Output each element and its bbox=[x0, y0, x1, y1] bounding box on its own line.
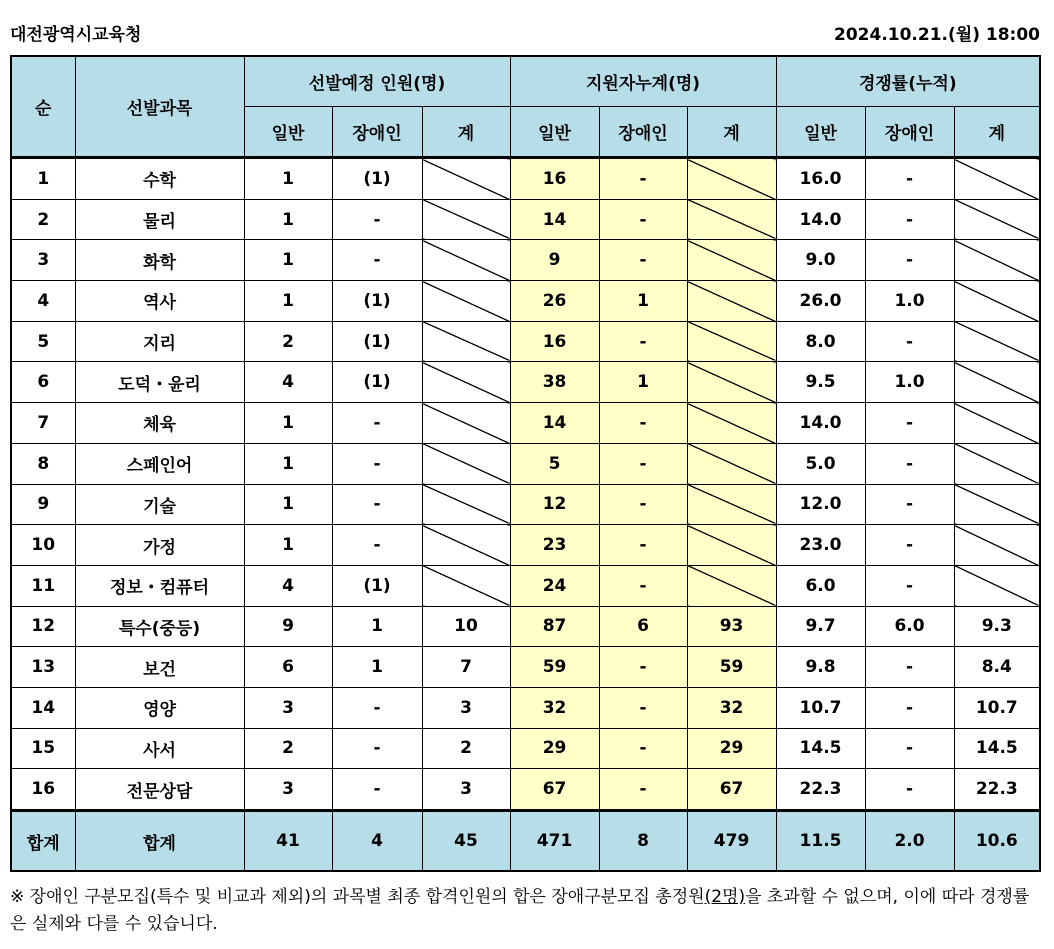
ratio-total: 14.5 bbox=[954, 728, 1040, 769]
table-row bbox=[11, 687, 1040, 728]
ratio-disabled: - bbox=[865, 158, 954, 200]
planned-general: 2 bbox=[244, 321, 332, 362]
ratio-disabled: - bbox=[865, 728, 954, 769]
applicants-total bbox=[687, 403, 776, 444]
applicants-general: 16 bbox=[510, 158, 599, 200]
row-subject: 특수(중등) bbox=[75, 606, 244, 647]
planned-total bbox=[422, 321, 510, 362]
applicants-general: 59 bbox=[510, 647, 599, 688]
table-row bbox=[11, 769, 1040, 811]
ratio-disabled: 1.0 bbox=[865, 281, 954, 322]
row-subject: 수학 bbox=[75, 158, 244, 200]
ratio-general: 16.0 bbox=[776, 158, 865, 200]
applicants-disabled: - bbox=[599, 484, 687, 525]
ratio-general: 14.0 bbox=[776, 403, 865, 444]
applicants-disabled: 8 bbox=[599, 811, 687, 872]
header-planned-total: 계 bbox=[422, 107, 510, 158]
applicants-disabled: - bbox=[599, 565, 687, 606]
ratio-total: 22.3 bbox=[954, 769, 1040, 811]
ratio-total: 8.4 bbox=[954, 647, 1040, 688]
ratio-general: 9.7 bbox=[776, 606, 865, 647]
planned-total: 7 bbox=[422, 647, 510, 688]
planned-disabled: - bbox=[332, 403, 422, 444]
table-row bbox=[11, 443, 1040, 484]
planned-total bbox=[422, 362, 510, 403]
applicants-total bbox=[687, 158, 776, 200]
planned-total: 10 bbox=[422, 606, 510, 647]
planned-total bbox=[422, 443, 510, 484]
planned-general: 1 bbox=[244, 443, 332, 484]
ratio-disabled: - bbox=[865, 525, 954, 566]
planned-total: 3 bbox=[422, 769, 510, 811]
row-subject: 도덕・윤리 bbox=[75, 362, 244, 403]
applicants-general: 14 bbox=[510, 403, 599, 444]
applicants-total bbox=[687, 199, 776, 240]
organization-name: 대전광역시교육청 bbox=[10, 25, 142, 45]
planned-disabled: (1) bbox=[332, 362, 422, 403]
row-no: 2 bbox=[11, 199, 75, 240]
applicants-disabled: - bbox=[599, 240, 687, 281]
ratio-general: 9.5 bbox=[776, 362, 865, 403]
ratio-disabled: 6.0 bbox=[865, 606, 954, 647]
row-no: 16 bbox=[11, 769, 75, 811]
footnote-part1: ※ 장애인 구분모집(특수 및 비교과 제외)의 과목별 최종 합격인원의 합은 장애구분모집 총정원 bbox=[10, 887, 705, 907]
ratio-disabled: - bbox=[865, 321, 954, 362]
row-subject: 정보・컴퓨터 bbox=[75, 565, 244, 606]
planned-general: 4 bbox=[244, 362, 332, 403]
ratio-general: 11.5 bbox=[776, 811, 865, 872]
planned-total: 2 bbox=[422, 728, 510, 769]
ratio-disabled: 2.0 bbox=[865, 811, 954, 872]
applicants-disabled: 1 bbox=[599, 362, 687, 403]
ratio-general: 23.0 bbox=[776, 525, 865, 566]
applicants-general: 16 bbox=[510, 321, 599, 362]
row-no: 14 bbox=[11, 687, 75, 728]
ratio-total bbox=[954, 443, 1040, 484]
ratio-general: 12.0 bbox=[776, 484, 865, 525]
total-row bbox=[11, 811, 1040, 872]
applicants-total bbox=[687, 443, 776, 484]
planned-disabled: - bbox=[332, 240, 422, 281]
header-ratio-total: 계 bbox=[954, 107, 1040, 158]
applicants-general: 471 bbox=[510, 811, 599, 872]
applicants-general: 32 bbox=[510, 687, 599, 728]
planned-disabled: (1) bbox=[332, 158, 422, 200]
row-subject: 화학 bbox=[75, 240, 244, 281]
header-planned-general: 일반 bbox=[244, 107, 332, 158]
applicants-disabled: - bbox=[599, 728, 687, 769]
applicants-total: 479 bbox=[687, 811, 776, 872]
row-subject: 물리 bbox=[75, 199, 244, 240]
applicants-total bbox=[687, 484, 776, 525]
row-subject: 가정 bbox=[75, 525, 244, 566]
row-no: 10 bbox=[11, 525, 75, 566]
planned-disabled: - bbox=[332, 769, 422, 811]
header-planned-disabled: 장애인 bbox=[332, 107, 422, 158]
planned-total: 3 bbox=[422, 687, 510, 728]
header-applicants-disabled: 장애인 bbox=[599, 107, 687, 158]
planned-disabled: - bbox=[332, 484, 422, 525]
row-no: 3 bbox=[11, 240, 75, 281]
planned-general: 3 bbox=[244, 687, 332, 728]
ratio-total bbox=[954, 158, 1040, 200]
header-no: 순 bbox=[11, 56, 75, 158]
applicants-general: 14 bbox=[510, 199, 599, 240]
table-row bbox=[11, 728, 1040, 769]
table-row bbox=[11, 281, 1040, 322]
row-no: 4 bbox=[11, 281, 75, 322]
applicants-general: 87 bbox=[510, 606, 599, 647]
ratio-disabled: - bbox=[865, 687, 954, 728]
report-datetime: 2024.10.21.(월) 18:00 bbox=[834, 25, 1040, 45]
header-ratio: 경쟁률(누적) bbox=[776, 56, 1040, 107]
planned-general: 1 bbox=[244, 158, 332, 200]
header-ratio-general: 일반 bbox=[776, 107, 865, 158]
row-subject: 보건 bbox=[75, 647, 244, 688]
applicants-total bbox=[687, 240, 776, 281]
applicants-total: 93 bbox=[687, 606, 776, 647]
planned-total bbox=[422, 199, 510, 240]
ratio-general: 9.0 bbox=[776, 240, 865, 281]
ratio-general: 9.8 bbox=[776, 647, 865, 688]
ratio-total: 10.7 bbox=[954, 687, 1040, 728]
planned-general: 1 bbox=[244, 403, 332, 444]
applicants-general: 24 bbox=[510, 565, 599, 606]
applicants-general: 23 bbox=[510, 525, 599, 566]
applicants-general: 5 bbox=[510, 443, 599, 484]
applicants-general: 38 bbox=[510, 362, 599, 403]
row-subject: 체육 bbox=[75, 403, 244, 444]
header-planned: 선발예정 인원(명) bbox=[244, 56, 510, 107]
ratio-disabled: - bbox=[865, 443, 954, 484]
planned-disabled: 4 bbox=[332, 811, 422, 872]
table-body bbox=[11, 158, 1040, 872]
planned-disabled: (1) bbox=[332, 565, 422, 606]
applicants-total bbox=[687, 525, 776, 566]
planned-general: 2 bbox=[244, 728, 332, 769]
applicants-disabled: - bbox=[599, 321, 687, 362]
planned-total: 45 bbox=[422, 811, 510, 872]
applicants-disabled: - bbox=[599, 647, 687, 688]
planned-disabled: 1 bbox=[332, 606, 422, 647]
planned-general: 1 bbox=[244, 484, 332, 525]
header-applicants-general: 일반 bbox=[510, 107, 599, 158]
applicants-disabled: - bbox=[599, 443, 687, 484]
row-no: 8 bbox=[11, 443, 75, 484]
table-row bbox=[11, 158, 1040, 200]
applicants-disabled: - bbox=[599, 769, 687, 811]
applicants-disabled: - bbox=[599, 158, 687, 200]
planned-total bbox=[422, 281, 510, 322]
planned-disabled: - bbox=[332, 687, 422, 728]
applicants-total: 32 bbox=[687, 687, 776, 728]
ratio-disabled: - bbox=[865, 403, 954, 444]
footnote bbox=[10, 884, 1044, 938]
planned-total bbox=[422, 565, 510, 606]
header-applicants-total: 계 bbox=[687, 107, 776, 158]
planned-disabled: (1) bbox=[332, 281, 422, 322]
row-no: 13 bbox=[11, 647, 75, 688]
applicants-disabled: - bbox=[599, 199, 687, 240]
planned-general: 9 bbox=[244, 606, 332, 647]
ratio-total bbox=[954, 525, 1040, 566]
row-subject: 지리 bbox=[75, 321, 244, 362]
ratio-disabled: - bbox=[865, 565, 954, 606]
row-no: 1 bbox=[11, 158, 75, 200]
ratio-total bbox=[954, 565, 1040, 606]
applicants-total bbox=[687, 362, 776, 403]
ratio-disabled: - bbox=[865, 199, 954, 240]
ratio-total bbox=[954, 362, 1040, 403]
header-ratio-disabled: 장애인 bbox=[865, 107, 954, 158]
planned-general: 1 bbox=[244, 281, 332, 322]
planned-general: 1 bbox=[244, 240, 332, 281]
ratio-general: 14.0 bbox=[776, 199, 865, 240]
planned-general: 1 bbox=[244, 525, 332, 566]
ratio-general: 8.0 bbox=[776, 321, 865, 362]
planned-disabled: 1 bbox=[332, 647, 422, 688]
row-subject: 기술 bbox=[75, 484, 244, 525]
applicants-general: 67 bbox=[510, 769, 599, 811]
applicants-general: 12 bbox=[510, 484, 599, 525]
row-subject: 스페인어 bbox=[75, 443, 244, 484]
applicants-disabled: 1 bbox=[599, 281, 687, 322]
table-row bbox=[11, 240, 1040, 281]
applicants-disabled: - bbox=[599, 403, 687, 444]
ratio-disabled: - bbox=[865, 647, 954, 688]
table-row bbox=[11, 606, 1040, 647]
ratio-general: 26.0 bbox=[776, 281, 865, 322]
ratio-total bbox=[954, 403, 1040, 444]
row-no: 11 bbox=[11, 565, 75, 606]
footnote-total-quota: (2명) bbox=[704, 887, 746, 907]
ratio-disabled: 1.0 bbox=[865, 362, 954, 403]
applicants-disabled: - bbox=[599, 687, 687, 728]
applicants-disabled: - bbox=[599, 525, 687, 566]
planned-total bbox=[422, 158, 510, 200]
ratio-disabled: - bbox=[865, 484, 954, 525]
applicants-total bbox=[687, 321, 776, 362]
row-no: 15 bbox=[11, 728, 75, 769]
applicants-total bbox=[687, 565, 776, 606]
row-subject: 합계 bbox=[75, 811, 244, 872]
planned-general: 3 bbox=[244, 769, 332, 811]
footnote-part2: 을 초과할 수 없으며, 이에 따라 경쟁률은 실제와 다를 수 있습니다. bbox=[10, 887, 1030, 934]
row-no: 6 bbox=[11, 362, 75, 403]
ratio-disabled: - bbox=[865, 769, 954, 811]
planned-disabled: - bbox=[332, 443, 422, 484]
applicants-total bbox=[687, 281, 776, 322]
planned-total bbox=[422, 525, 510, 566]
table-row bbox=[11, 647, 1040, 688]
planned-general: 41 bbox=[244, 811, 332, 872]
planned-general: 4 bbox=[244, 565, 332, 606]
applicants-general: 26 bbox=[510, 281, 599, 322]
ratio-total bbox=[954, 321, 1040, 362]
planned-disabled: - bbox=[332, 199, 422, 240]
header-applicants: 지원자누계(명) bbox=[510, 56, 776, 107]
ratio-general: 5.0 bbox=[776, 443, 865, 484]
row-no: 합계 bbox=[11, 811, 75, 872]
header-subject: 선발과목 bbox=[75, 56, 244, 158]
row-subject: 역사 bbox=[75, 281, 244, 322]
planned-disabled: - bbox=[332, 525, 422, 566]
applicants-total: 59 bbox=[687, 647, 776, 688]
row-no: 9 bbox=[11, 484, 75, 525]
planned-general: 1 bbox=[244, 199, 332, 240]
applicants-total: 67 bbox=[687, 769, 776, 811]
ratio-total bbox=[954, 199, 1040, 240]
planned-total bbox=[422, 484, 510, 525]
competition-table bbox=[10, 55, 1041, 872]
ratio-disabled: - bbox=[865, 240, 954, 281]
planned-total bbox=[422, 403, 510, 444]
ratio-total: 10.6 bbox=[954, 811, 1040, 872]
row-no: 7 bbox=[11, 403, 75, 444]
planned-general: 6 bbox=[244, 647, 332, 688]
row-subject: 사서 bbox=[75, 728, 244, 769]
row-no: 5 bbox=[11, 321, 75, 362]
row-no: 12 bbox=[11, 606, 75, 647]
planned-disabled: (1) bbox=[332, 321, 422, 362]
ratio-total bbox=[954, 240, 1040, 281]
table-row bbox=[11, 525, 1040, 566]
planned-total bbox=[422, 240, 510, 281]
ratio-total bbox=[954, 484, 1040, 525]
table-row bbox=[11, 321, 1040, 362]
ratio-general: 6.0 bbox=[776, 565, 865, 606]
ratio-total: 9.3 bbox=[954, 606, 1040, 647]
table-row bbox=[11, 403, 1040, 444]
planned-disabled: - bbox=[332, 728, 422, 769]
ratio-total bbox=[954, 281, 1040, 322]
row-subject: 영양 bbox=[75, 687, 244, 728]
ratio-general: 10.7 bbox=[776, 687, 865, 728]
ratio-general: 22.3 bbox=[776, 769, 865, 811]
applicants-general: 9 bbox=[510, 240, 599, 281]
table-row bbox=[11, 565, 1040, 606]
table-row bbox=[11, 484, 1040, 525]
applicants-total: 29 bbox=[687, 728, 776, 769]
ratio-general: 14.5 bbox=[776, 728, 865, 769]
applicants-disabled: 6 bbox=[599, 606, 687, 647]
table-row bbox=[11, 362, 1040, 403]
applicants-general: 29 bbox=[510, 728, 599, 769]
table-row bbox=[11, 199, 1040, 240]
row-subject: 전문상담 bbox=[75, 769, 244, 811]
